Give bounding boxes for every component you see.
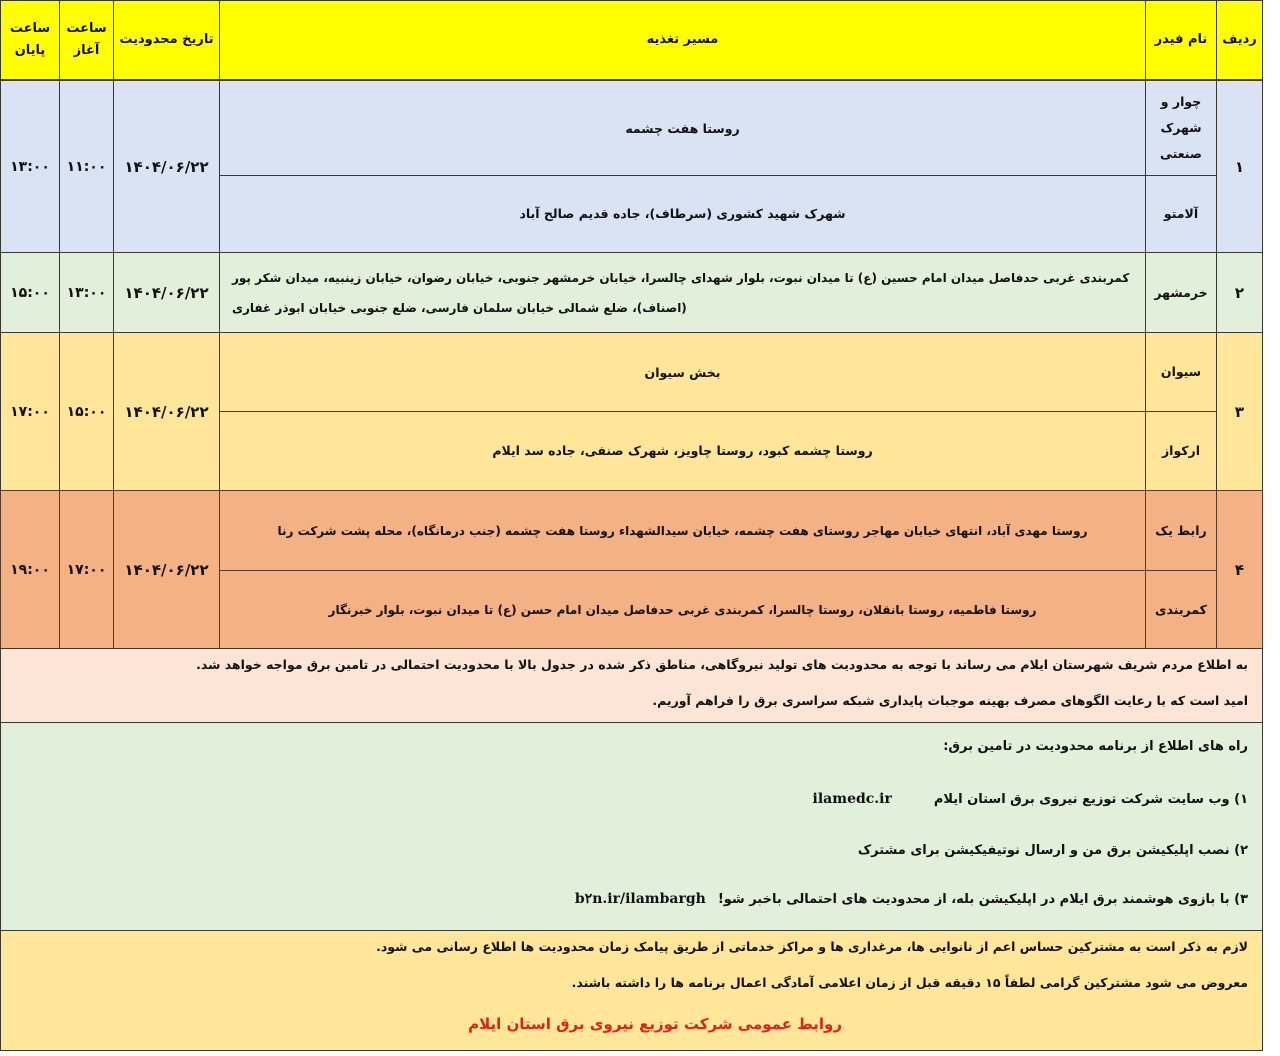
row-2-start [59,252,114,333]
row-4-start [59,490,114,649]
footer-block [0,930,1263,1051]
start-time-value: ۱۱:۰۰ [66,158,107,175]
row-2-number [1216,252,1263,333]
row-2-feeder-1-route [219,252,1146,333]
row-1-start [59,80,114,253]
row-1-date [113,80,220,253]
row-3-date [113,332,220,491]
header-feeder-name-label: نام فیدر [1154,32,1208,47]
date-value: ۱۴۰۴/۰۶/۲۲ [124,283,209,302]
header-end-time [0,0,60,80]
header-row-no-label: ردیف [1222,32,1257,47]
footer-line-1: لازم به ذکر است به مشترکین حساس اعم از نانوایی ها، مرغداری ها و مراکز خدماتی از طریق پیامک زمان محدودیت ها اطلاع رسانی می شود. [376,939,1248,954]
feeder-name-value: ارکواز [1161,443,1201,458]
row-2-date [113,252,220,333]
row-4-number [1216,490,1263,649]
info-title: راه های اطلاع از برنامه محدودیت در تامین برق: [943,739,1248,754]
row-1-feeder-1-name [1145,80,1217,176]
row-4-feeder-2-route [219,570,1146,649]
header-end-time-line1: ساعت [9,21,51,36]
row-3-feeder-2-name [1145,411,1217,491]
row-2-feeder-1-name [1145,252,1217,333]
row-1-number [1216,80,1263,253]
header-date-label: تاریخ محدودیت [119,32,214,47]
notice-line-2: امید است که با رعایت الگوهای مصرف بهینه موجبات پایداری شبکه سراسری برق را فراهم آوریم. [652,693,1248,708]
notice-line-1: به اطلاع مردم شریف شهرستان ایلام می رساند با توجه به محدودیت های تولید نیروگاهی، مناطق ذکر شده در جدول بالا با محدودیت احتمالی در تامین برق مواجه خواهد شد. [196,657,1248,672]
end-time-value: ۱۹:۰۰ [10,561,50,578]
row-3-feeder-1-route [219,332,1146,412]
header-date [113,0,220,80]
website-link[interactable]: ilamedc.ir [812,791,892,807]
route-text: روستا مهدی آباد، انتهای خیابان مهاجر روستای هفت چشمه، خیابان سیدالشهداء روستا هفت چشمه (جنب درمانگاه)، محله پشت شرکت رنا [277,524,1088,538]
end-time-value: ۱۷:۰۰ [10,403,50,420]
date-value: ۱۴۰۴/۰۶/۲۲ [124,402,209,421]
row-number-value: ۱ [1234,157,1245,176]
end-time-value: ۱۵:۰۰ [10,284,50,301]
row-number-value: ۳ [1234,402,1245,421]
row-1-feeder-1-route [219,80,1146,176]
feeder-name-value: خرمشهر [1154,284,1208,300]
row-4-date [113,490,220,649]
feeder-name-line: صنعتی [1160,146,1202,161]
row-3-feeder-1-name [1145,332,1217,412]
footer-line-2: معروض می شود مشترکین گرامی لطفاً ۱۵ دقیقه قبل از زمان اعلامی آمادگی اعمال برنامه ها را داشته باشند. [571,975,1248,990]
header-start-time-line1: ساعت [66,21,107,36]
route-text-line2: (اصناف)، ضلع شمالی خیابان سلمان فارسی، ضلع جنوبی خیابان ابوذر غفاری [232,300,687,315]
date-value: ۱۴۰۴/۰۶/۲۲ [124,157,209,176]
route-text: بخش سیوان [644,365,721,380]
route-text: روستا فاطمیه، روستا بانقلان، روستا چالسرا، کمربندی غربی حدفاصل میدان امام حسن (ع) تا میدان نبوت، بلوار خبرنگار [328,602,1037,617]
header-feeder-name [1145,0,1217,80]
route-text: روستا چشمه کبود، روستا چاویز، شهرک صنفی، جاده سد ایلام [492,443,873,458]
row-3-number [1216,332,1263,491]
row-4-feeder-2-name [1145,570,1217,649]
start-time-value: ۱۷:۰۰ [66,561,107,578]
info-block [0,722,1263,931]
row-number-value: ۴ [1234,560,1245,579]
feeder-name-line: شهرک [1160,120,1202,135]
row-3-start [59,332,114,491]
info-item-3 [575,891,1248,907]
route-text-line1: کمربندی غربی حدفاصل میدان امام حسین (ع) تا میدان نبوت، بلوار شهدای چالسرا، خیابان خرمشهر جنوبی، خیابان رضوان، خیابان زینبیه، میدان شکر پور [232,270,1130,285]
footer-signature: روابط عمومی شرکت توزیع نیروی برق استان ایلام [468,1015,842,1033]
row-4-end [0,490,60,649]
row-1-end [0,80,60,253]
route-text: شهرک شهید کشوری (سرطاف)، جاده قدیم صالح آباد [519,206,846,221]
info-item-3-text: ۳) با بازوی هوشمند برق ایلام در اپلیکیشن بله، از محدودیت های احتمالی باخبر شو! [717,891,1248,907]
info-item-1 [813,791,1248,807]
row-4-feeder-1-name [1145,490,1217,571]
info-item-2: ۲) نصب اپلیکیشن برق من و ارسال نوتیفیکیشن برای مشترک [857,843,1248,858]
row-1-feeder-2-route [219,175,1146,253]
header-end-time-line2: پایان [14,43,46,58]
header-supply-route [219,0,1146,80]
header-start-time [59,0,114,80]
feeder-name-value: آلامتو [1163,206,1199,221]
row-4-feeder-1-route [219,490,1146,571]
header-supply-route-label: مسیر تغذیه [646,32,719,47]
route-text: روستا هفت چشمه [625,121,740,136]
date-value: ۱۴۰۴/۰۶/۲۲ [124,560,209,579]
header-row-no [1216,0,1263,80]
header-start-time-line2: آغاز [73,43,100,58]
feeder-name-value: سیوان [1160,364,1202,379]
notice-block [0,648,1263,723]
end-time-value: ۱۳:۰۰ [10,158,50,175]
start-time-value: ۱۳:۰۰ [66,284,107,301]
feeder-name-value: رابط یک [1155,522,1207,538]
feeder-name-value: کمربندی [1155,601,1207,617]
row-2-end [0,252,60,333]
row-number-value: ۲ [1234,283,1245,302]
feeder-name-line: چوار و [1160,94,1202,109]
bale-bot-link[interactable]: b۲n.ir/ilambargh [574,891,706,907]
row-1-feeder-2-name [1145,175,1217,253]
start-time-value: ۱۵:۰۰ [66,403,107,420]
info-item-1-text: ۱) وب سایت شرکت توزیع نیروی برق استان ایلام [933,791,1248,807]
row-3-end [0,332,60,491]
row-3-feeder-2-route [219,411,1146,491]
